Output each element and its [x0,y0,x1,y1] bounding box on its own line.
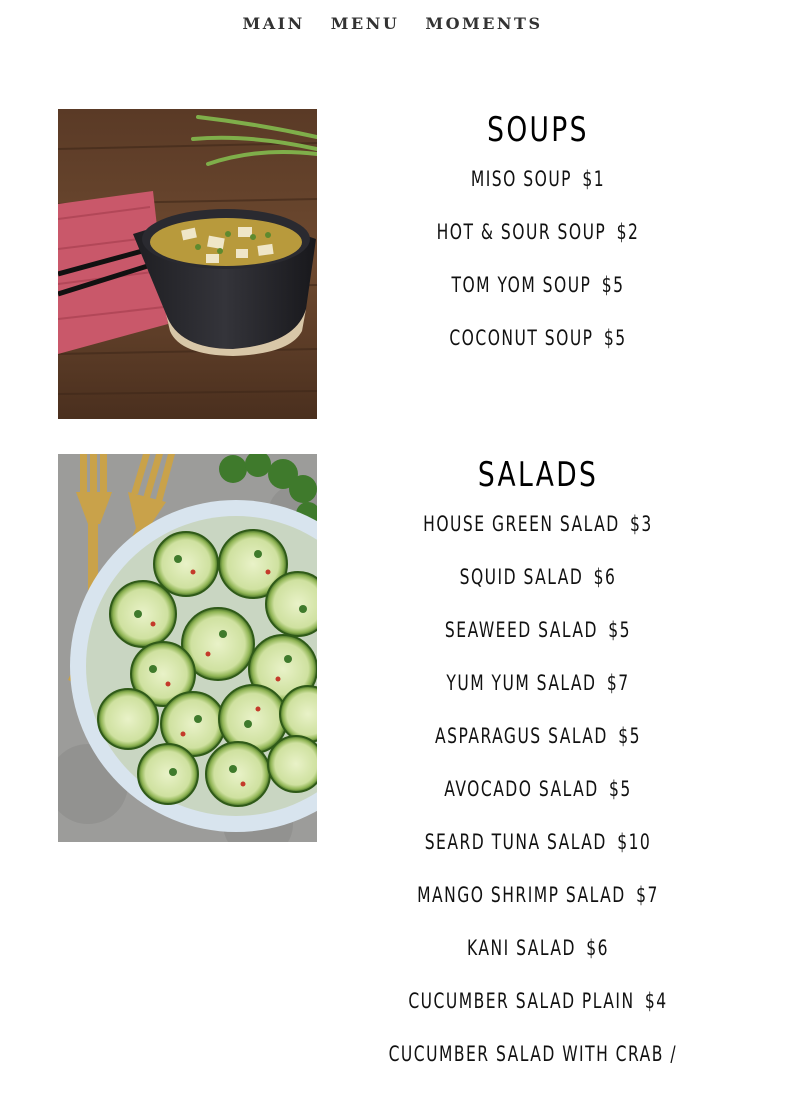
item-price: $5 [618,724,641,748]
menu-item [384,271,692,324]
soups-section [330,110,746,377]
item-price: $6 [593,565,617,589]
menu-item [384,934,692,987]
item-name: SQUID SALAD [459,565,584,589]
menu-item [384,881,692,934]
item-price: $10 [617,830,652,854]
item-price: $7 [636,883,659,907]
item-name: HOT & SOUR SOUP [436,220,607,244]
cucumber-salad-photo [58,454,317,842]
salads-list [330,510,746,1093]
item-price: $2 [616,220,640,244]
item-price: $5 [608,618,632,642]
item-price: $7 [606,671,630,695]
item-name: KANI SALAD [466,936,576,960]
item-price: $3 [630,512,653,536]
item-name: SEARD TUNA SALAD [424,830,607,854]
miso-soup-photo [58,109,317,419]
item-name: CUCUMBER SALAD WITH CRAB / [388,1042,678,1066]
soups-heading: SOUPS [487,110,589,150]
item-price: $4 [644,989,668,1013]
menu-item [384,669,692,722]
item-price: $5 [603,326,627,350]
item-price: $6 [586,936,609,960]
nav-link-moments[interactable]: MOMENTS [425,14,543,33]
menu-item [384,775,692,828]
menu-item [384,165,692,218]
menu-item [384,828,692,881]
top-nav [0,14,785,33]
item-price: $5 [609,777,632,801]
item-name: YUM YUM SALAD [446,671,597,695]
menu-item [384,510,692,563]
item-name: MANGO SHRIMP SALAD [417,883,626,907]
item-name: MISO SOUP [470,167,573,191]
salads-section [330,455,746,1093]
menu-item [384,987,692,1040]
menu-item [384,616,692,669]
menu-item [384,218,692,271]
nav-link-menu[interactable]: MENU [330,14,400,33]
item-name: SEAWEED SALAD [444,618,598,642]
item-name: COCONUT SOUP [449,326,594,350]
salads-heading: SALADS [477,455,599,495]
menu-item [384,1040,692,1093]
item-name: CUCUMBER SALAD PLAIN [408,989,635,1013]
soups-list [330,165,746,377]
nav-link-main[interactable]: MAIN [242,14,305,33]
item-name: AVOCADO SALAD [444,777,599,801]
item-name: TOM YOM SOUP [451,273,592,297]
item-name: ASPARAGUS SALAD [435,724,608,748]
menu-item [384,563,692,616]
menu-item [384,722,692,775]
item-name: HOUSE GREEN SALAD [423,512,620,536]
item-price: $1 [582,167,606,191]
item-price: $5 [601,273,625,297]
menu-item [384,324,692,377]
